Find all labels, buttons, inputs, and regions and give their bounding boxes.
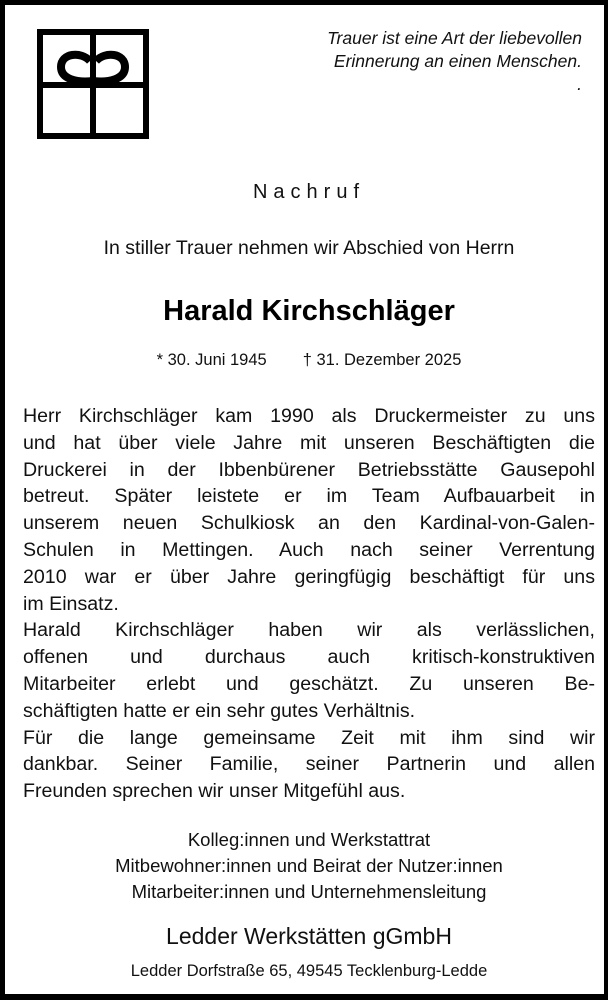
life-dates	[5, 351, 608, 370]
quote-line: Trauer ist eine Art der liebevollen	[327, 28, 582, 48]
signers	[5, 827, 608, 905]
body-line: Schulen in Mettingen. Auch nach seiner Verrentung	[23, 538, 595, 561]
body-line: Druckerei in der Ibbenbürener Betriebsstätte Gausepohl	[23, 458, 595, 481]
company-address: Ledder Dorfstraße 65, 49545 Tecklenburg-Ledde	[130, 962, 488, 980]
intro-text: In stiller Trauer nehmen wir Abschied von Herrn	[103, 237, 515, 259]
body-line: schäftigten hatte er ein sehr gutes Verhältnis.	[23, 699, 416, 722]
quote	[222, 27, 582, 96]
body-line: und hat über viele Jahre mit unseren Beschäftigten die	[23, 431, 595, 454]
body-line: Für die lange gemeinsame Zeit mit ihm sind wir	[23, 726, 595, 749]
body-line: Harald Kirchschläger haben wir als verlässlichen,	[23, 619, 595, 642]
body-line: dankbar. Seiner Familie, seiner Partnerin und allen	[23, 753, 595, 776]
signer-line: Mitbewohner:innen und Beirat der Nutzer:innen	[115, 855, 503, 876]
body-line: 2010 war er über Jahre geringfügig beschäftigt für uns	[23, 565, 595, 588]
company-name: Ledder Werkstätten gGmbH	[166, 923, 452, 949]
body-line: unserem neuen Schulkiosk an den Kardinal-von-Galen-	[23, 512, 595, 535]
body-line: Mitarbeiter erlebt und geschätzt. Zu unseren Be-	[23, 672, 595, 695]
body-line: Herr Kirchschläger kam 1990 als Druckermeister zu uns	[23, 405, 595, 427]
body-line: im Einsatz.	[23, 592, 119, 615]
obituary-title: Nachruf	[252, 181, 366, 203]
obituary-body	[23, 403, 595, 805]
body-line: offenen und durchaus auch kritisch-konstruktiven	[23, 646, 595, 669]
quote-line: .	[577, 74, 582, 94]
body-line: Freunden sprechen wir unser Mitgefühl aus.	[23, 780, 406, 803]
death-date: † 31. Dezember 2025	[302, 351, 462, 369]
signer-line: Mitarbeiter:innen und Unternehmensleitung	[131, 881, 487, 902]
quote-line: Erinnerung an einen Menschen.	[333, 51, 582, 71]
cross-window-heart-logo-icon	[37, 29, 149, 139]
signer-line: Kolleg:innen und Werkstattrat	[187, 829, 431, 850]
deceased-name: Harald Kirchschläger	[163, 295, 455, 327]
body-line: betreut. Später leistete er im Team Aufbauarbeit in	[23, 485, 595, 508]
birth-date: * 30. Juni 1945	[156, 351, 267, 369]
